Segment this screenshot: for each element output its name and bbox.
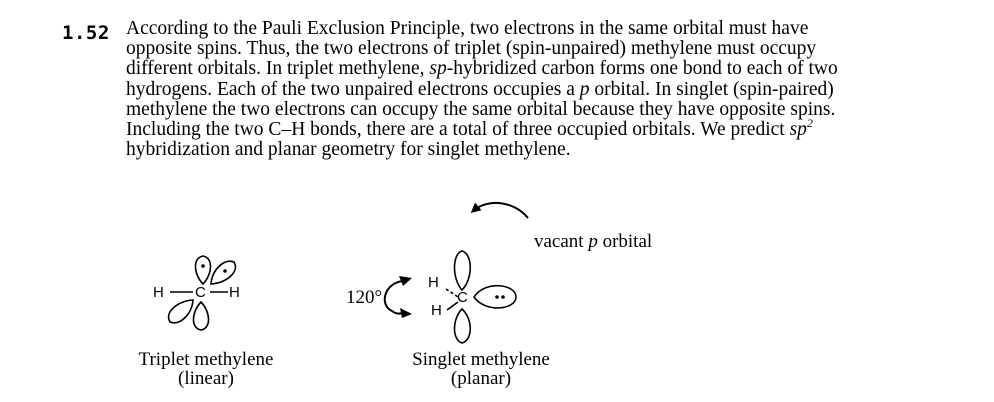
superscript-2: 2 [806,116,813,131]
vacant-orbital-label [534,232,652,251]
text-line-1: According to the Pauli Exclusion Principle, two electrons in the same orbital must have [126,18,809,39]
triplet-p-orbital-top [195,256,210,284]
lone-pair-electron-2 [501,295,505,299]
text-line-7: hybridization and planar geometry for singlet methylene. [126,139,571,161]
triplet-electron-right [223,269,227,273]
text-segment: sp [789,119,807,141]
text-segment: different orbitals. In triplet methylene, [126,58,430,80]
triplet-caption-name: Triplet methylene [138,349,274,370]
label-text: vacant [534,231,589,252]
vacant-orbital-arrow [473,203,528,218]
triplet-atom-h-left: H [153,284,164,301]
triplet-caption-geometry: (linear) [178,368,234,389]
vacant-p-orbital-bottom [455,309,471,343]
singlet-atom-c: C [457,289,468,306]
label-italic-p: p [588,231,598,252]
italic-sp: sp [429,58,447,80]
triplet-atom-c: C [195,284,206,301]
singlet-atom-h-top: H [428,274,439,291]
text-segment: -hybridized carbon forms one bond to each of two [446,58,838,80]
triplet-p-orbital-lower-left [169,300,193,323]
italic-p: p [579,78,590,100]
text-line-5: methylene the two electrons can occupy the same orbital because they have opposite spins. [126,98,836,120]
label-text: orbital [597,231,653,252]
problem-number: 1.52 [62,22,110,44]
vacant-p-orbital-top [455,251,471,290]
angle-arrowhead-bottom [400,308,412,318]
singlet-caption [406,350,556,388]
text-segment: orbital. In singlet (spin-paired) [589,78,834,100]
triplet-p-orbital-bottom [193,302,208,330]
singlet-caption-geometry: (planar) [450,368,512,389]
triplet-electron-top [201,264,205,268]
triplet-atom-h-right: H [229,284,240,301]
triplet-caption [131,350,281,388]
text-line-2: opposite spins. Thus, the two electrons of triplet (spin-unpaired) methylene must occupy [126,38,817,60]
lone-pair-electron-1 [495,295,499,299]
bond-angle-label: 120° [346,287,383,308]
text-segment: Including the two C–H bonds, there are a total of three occupied orbitals. We predict [126,119,790,141]
text-segment: hydrogens. Each of the two unpaired electrons occupies a [126,78,580,100]
singlet-caption-name: Singlet methylene [412,349,550,370]
triplet-p-orbital-upper-right [211,261,235,284]
singlet-atom-h-bottom: H [431,302,442,319]
sp2-filled-orbital [474,286,516,308]
